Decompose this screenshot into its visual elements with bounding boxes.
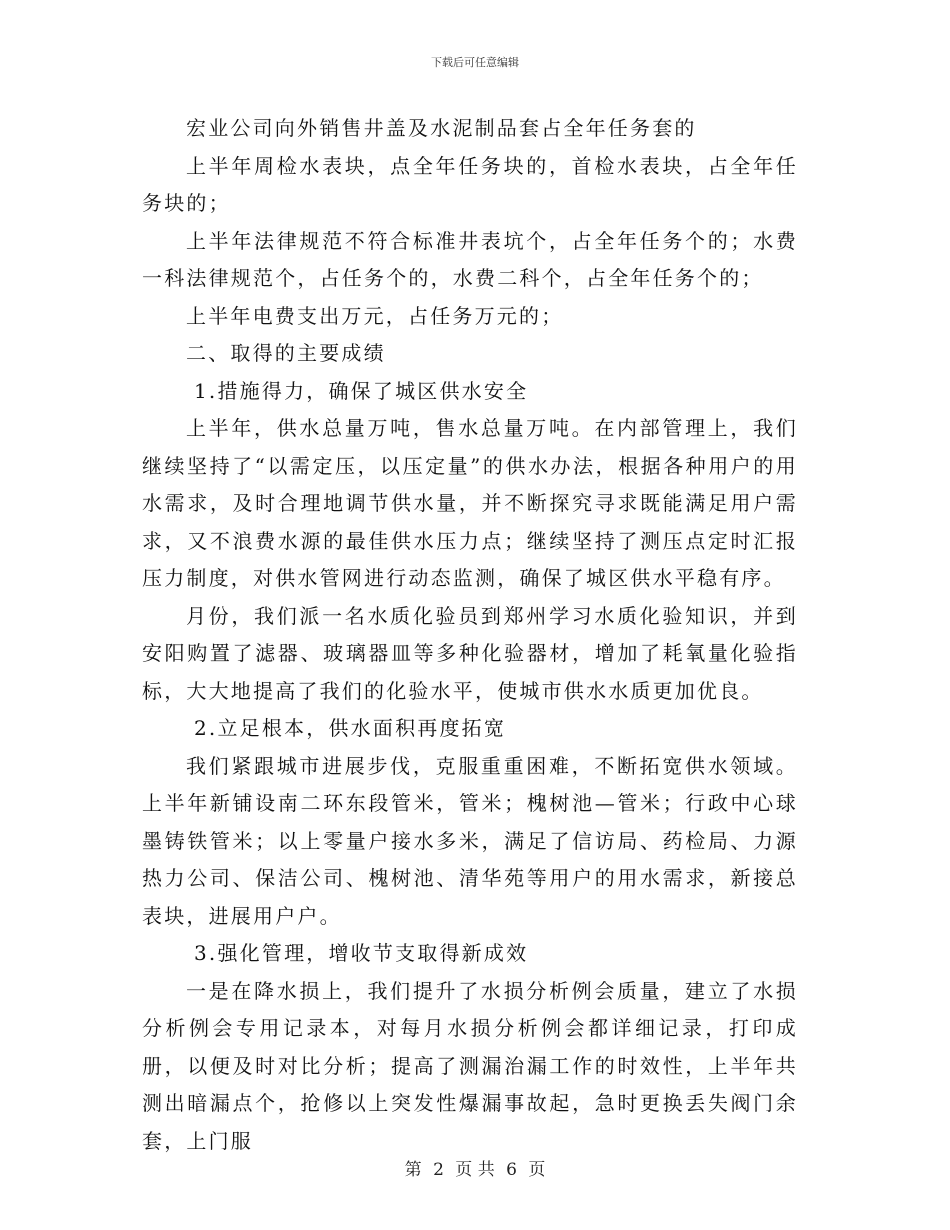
paragraph: 我们紧跟城市进展步伐，克服重重困难，不断拓宽供水领域。上半年新铺设南二环东段管米，管米；槐树池—管米；行政中心球墨铸铁管米；以上零量户接水多米，满足了信访局、药检局、力源热力公司、保洁公司、槐树池、清华苑等用户的用水需求，新接总表块，进展用户户。: [142, 753, 798, 928]
subsection-heading: 1.措施得力，确保了城区供水安全: [194, 378, 529, 403]
section-heading: 二、取得的主要成绩: [186, 341, 386, 365]
footer-prefix: 第: [404, 1160, 422, 1180]
paragraph: 上半年法律规范不符合标准井表坑个，占全年任务个的；水费一科法律规范个，占任务个的，水费二科个，占全年任务个的；: [142, 228, 798, 290]
paragraph: 上半年周检水表块，点全年任务块的，首检水表块，占全年任务块的；: [142, 153, 798, 215]
total-page-count: 6: [506, 1160, 517, 1180]
paragraph: 上半年，供水总量万吨，售水总量万吨。在内部管理上，我们继续坚持了“以需定压，以压定量”的供水办法，根据各种用户的用水需求，及时合理地调节供水量，并不断探究寻求既能满足用户需求，又不浪费水源的最佳供水压力点；继续坚持了测压点定时汇报压力制度，对供水管网进行动态监测，确保了城区供水平稳有序。: [142, 416, 798, 590]
subsection-heading: 3.强化管理，增收节支取得新成效: [194, 941, 529, 965]
current-page-number: 2: [433, 1160, 444, 1180]
subsection-heading: 2.立足根本，供水面积再度拓宽: [194, 716, 507, 740]
footer-middle: 页 共: [455, 1160, 495, 1180]
page-header: 下载后可任意编辑: [431, 56, 519, 69]
paragraph: 上半年电费支出万元，占任务万元的；: [186, 303, 564, 328]
document-body: [142, 110, 798, 1160]
page-footer: [0, 1155, 950, 1180]
footer-suffix: 页: [528, 1160, 546, 1180]
paragraph: 宏业公司向外销售井盖及水泥制品套占全年任务套的: [186, 116, 697, 140]
paragraph: 月份，我们派一名水质化验员到郑州学习水质化验知识，并到安阳购置了滤器、玻璃器皿等多种化验器材，增加了耗氧量化验指标，大大地提高了我们的化验水平，使城市供水水质更加优良。: [142, 603, 798, 703]
paragraph: 一是在降水损上，我们提升了水损分析例会质量，建立了水损分析例会专用记录本，对每月水损分析例会都详细记录，打印成册，以便及时对比分析；提高了测漏治漏工作的时效性，上半年共测出暗漏点个，抢修以上突发性爆漏事故起，急时更换丢失阀门余套，上门服: [142, 978, 798, 1153]
